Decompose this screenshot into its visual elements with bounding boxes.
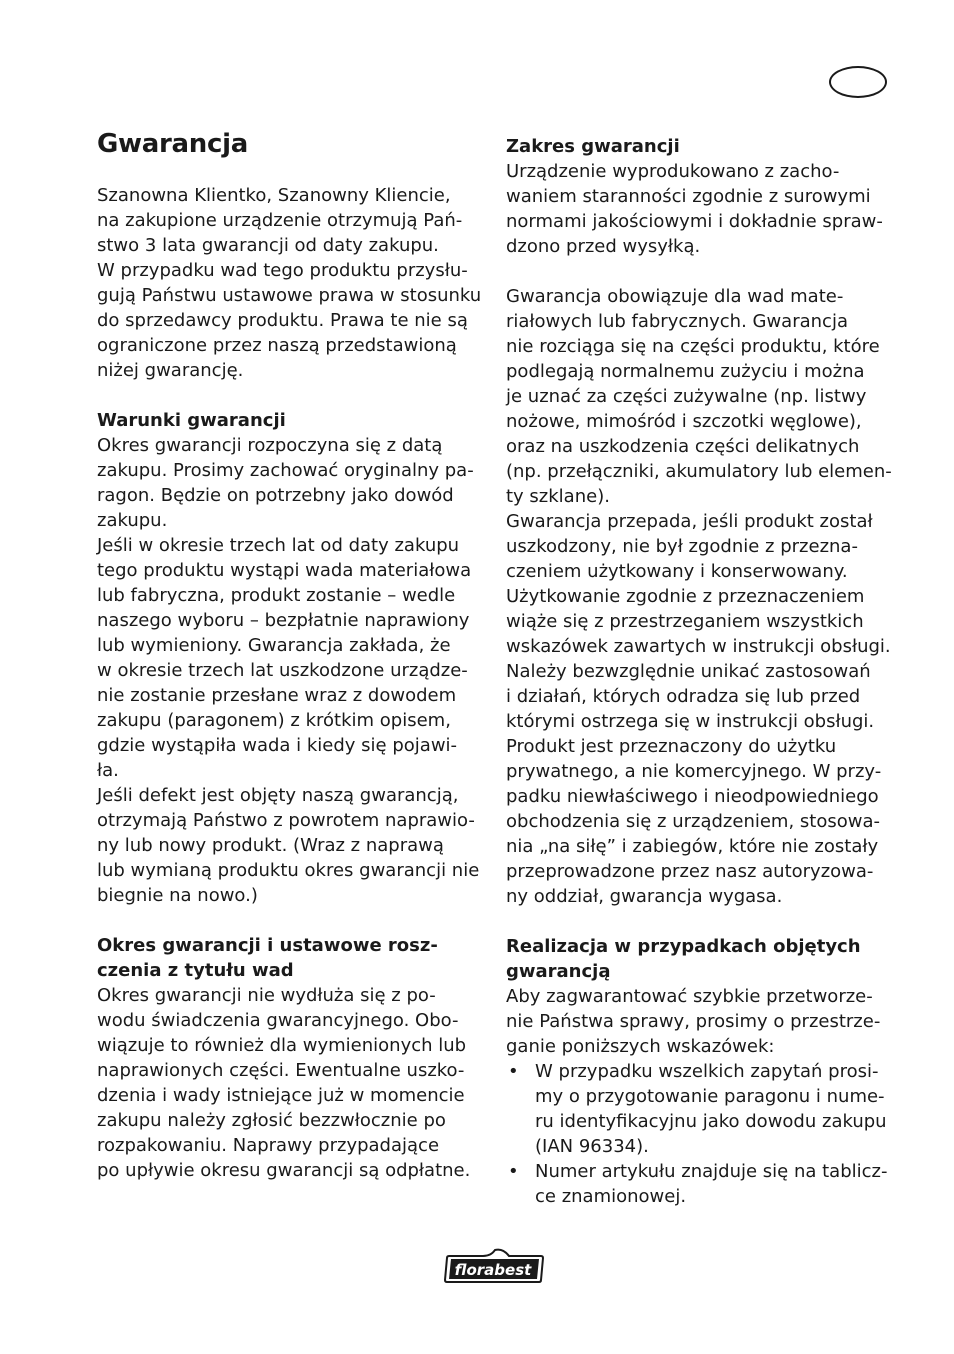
- warranty-conditions-text: Okres gwarancji rozpoczyna się z datą zakupu. Prosimy zachować oryginalny pa- ragon. Będzie on potrzebny jako dowód zakupu. Jeśli w okresie trzech lat od daty zakupu tego produktu wystąpi wada materiałowa lub fabryczna, produkt zostanie – wedle naszego wyboru – bezpłatnie naprawiony lub wymieniony. Gwarancja zakłada, że w okresie trzech lat uszkodzone urządze- nie zostanie przesłane wraz z dowodem zakupu (paragonem) z krótkim opisem, gdzie wystąpiła wada i kiedy się pojawi- ła. Jeśli defekt jest objęty naszą gwarancją, otrzymają Państwo z powrotem naprawio- ny lub nowy produkt. (Wraz z naprawą lub wymianą produktu okres gwarancji nie biegnie na nowo.): [97, 435, 480, 906]
- list-item: [506, 1159, 896, 1209]
- section-heading-warranty-scope: Zakres gwarancji: [506, 136, 680, 157]
- right-column: [506, 134, 896, 1209]
- bullet-icon: •: [508, 1061, 519, 1082]
- warranty-scope-text-1: Urządzenie wyprodukowano z zacho- waniem staranności zgodnie z surowymi normami jakościowymi i dokładnie spraw- dzono przed wysyłką.: [506, 161, 883, 257]
- language-marker: [829, 66, 887, 98]
- section-heading-warranty-claims: Realizacja w przypadkach objętych gwarancją: [506, 936, 861, 982]
- florabest-logo: [443, 1246, 547, 1286]
- bullet-list: [506, 1059, 896, 1209]
- list-item-text: Numer artykułu znajduje się na tablicz- ce znamionowej.: [535, 1161, 888, 1207]
- warranty-scope-text-2: Gwarancja obowiązuje dla wad mate- riałowych lub fabrycznych. Gwarancja nie rozciąga się na części produktu, które podlegają normalnemu zużyciu i można je uznać za części zużywalne (np. listwy nożowe, mimośród i szczotki węglowe), oraz na uszkodzenia części delikatnych (np. przełączniki, akumulatory lub elemen- ty szklane). Gwarancja przepada, jeśli produkt został uszkodzony, nie był zgodnie z przezna- czeniem użytkowany i konserwowany. Użytkowanie zgodnie z przeznaczeniem wiąże się z przestrzeganiem wszystkich wskazówek zawartych w instrukcji obsługi. Należy bezwzględnie unikać zastosowań i działań, których odradza się lub przed którymi ostrzega się w instrukcji obsługi. Produkt jest przeznaczony do użytku prywatnego, a nie komercyjnego. W przy- padku niewłaściwego i nieodpowiedniego obchodzenia się z urządzeniem, stosowa- nia „na siłę” i zabiegów, które nie zostały przeprowadzone przez nasz autoryzowa- ny oddział, gwarancja wygasa.: [506, 286, 892, 907]
- left-column: [97, 128, 482, 1183]
- intro-text: Szanowna Klientko, Szanowny Kliencie, na zakupione urządzenie otrzymują Pań- stwo 3 lata gwarancji od daty zakupu. W przypadku wad tego produktu przysłu- gują Państwu ustawowe prawa w stosunku do sprzedawcy produktu. Prawa te nie są ograniczone przez naszą przedstawioną niżej gwarancję.: [97, 185, 482, 381]
- list-item: [506, 1059, 896, 1159]
- section-heading-warranty-period: Okres gwarancji i ustawowe rosz- czenia z tytułu wad: [97, 935, 438, 981]
- bullet-icon: •: [508, 1161, 519, 1182]
- list-item-text: W przypadku wszelkich zapytań prosi- my o przygotowanie paragonu i nume- ru identyfikacyjnu jako dowodu zakupu (IAN 96334).: [535, 1061, 887, 1157]
- warranty-period-text: Okres gwarancji nie wydłuża się z po- wodu świadczenia gwarancyjnego. Obo- wiązuje to również dla wymienionych lub naprawionych części. Ewentualne uszko- dzenia i wady istniejące już w momencie zakupu należy zgłosić bezzwłocznie po rozpakowaniu. Naprawy przypadające po upływie okresu gwarancji są odpłatne.: [97, 985, 471, 1181]
- warranty-claims-text: Aby zagwarantować szybkie przetworze- nie Państwa sprawy, prosimy o przestrze- ganie poniższych wskazówek:: [506, 986, 881, 1057]
- logo-text: florabest: [454, 1261, 532, 1279]
- section-heading-warranty-conditions: Warunki gwarancji: [97, 410, 286, 431]
- page-title: Gwarancja: [97, 129, 248, 159]
